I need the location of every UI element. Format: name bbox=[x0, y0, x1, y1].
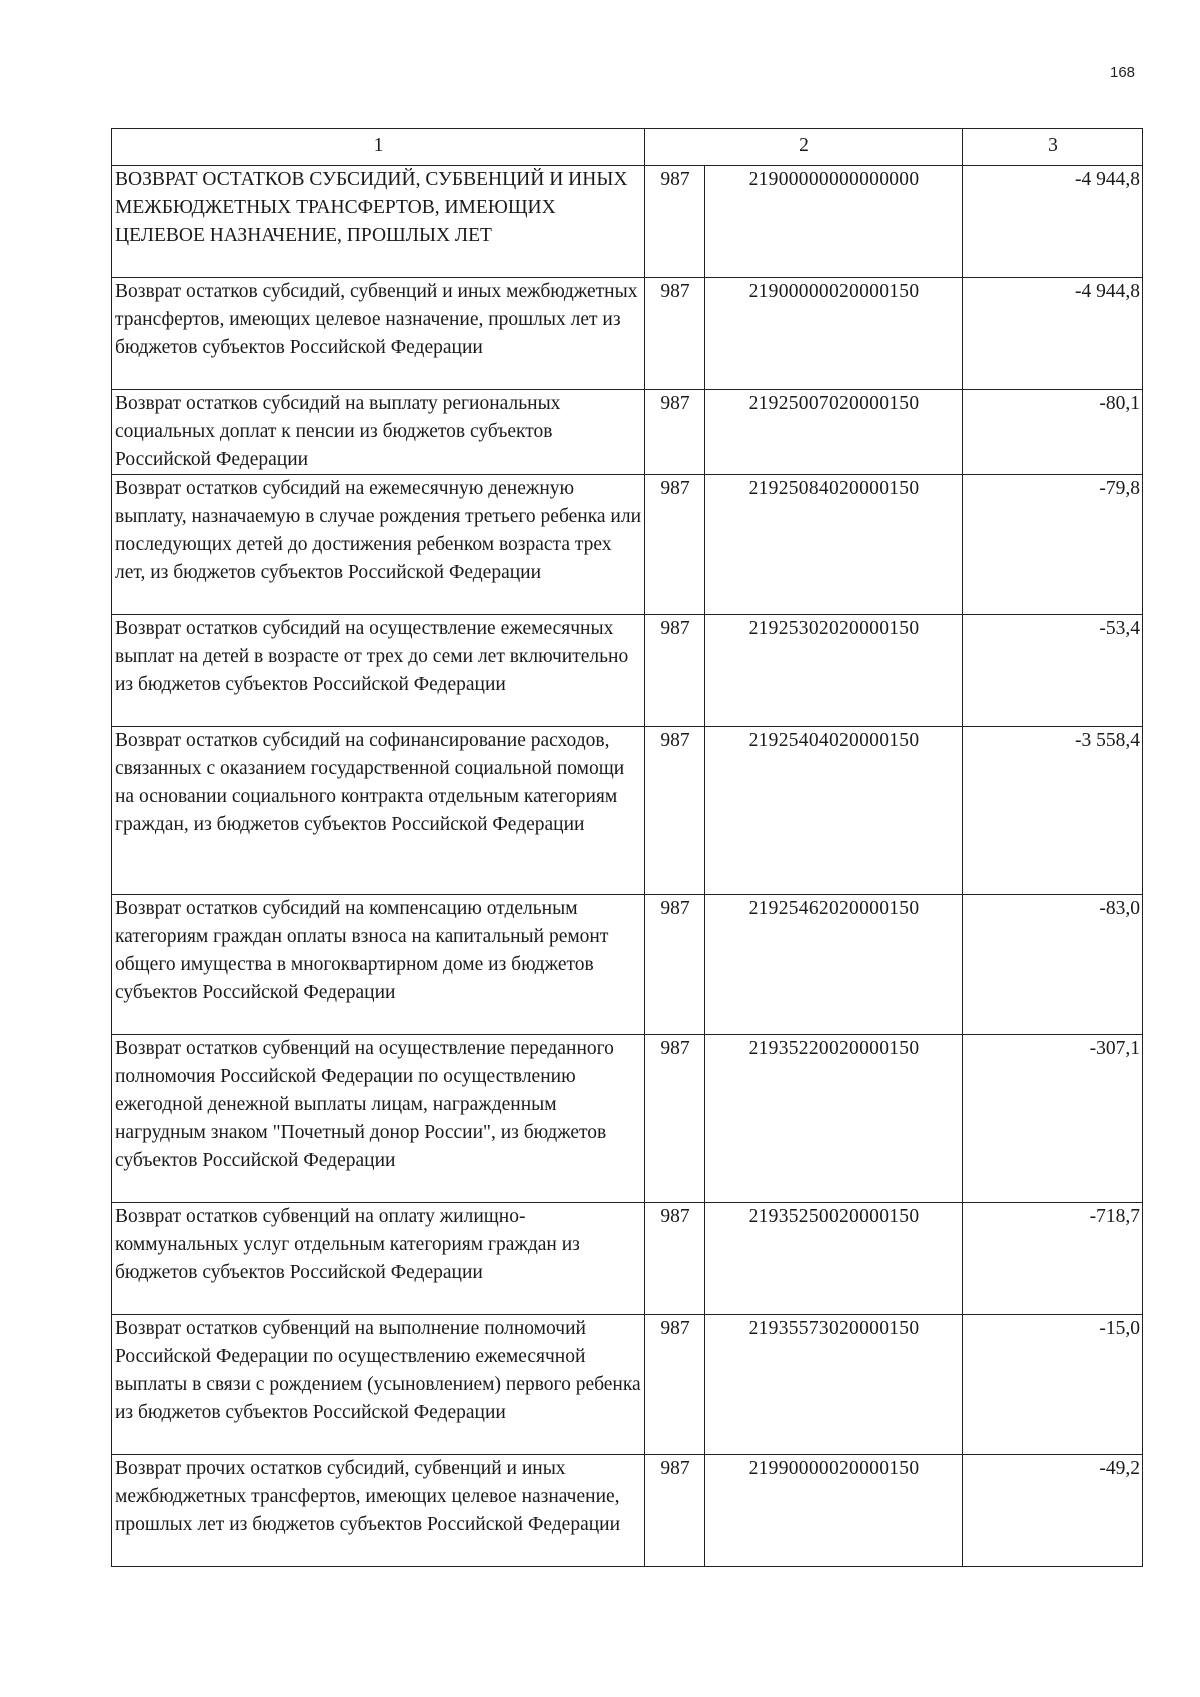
table-header-row bbox=[112, 129, 1143, 166]
row-amount: -79,8 bbox=[963, 475, 1143, 615]
row-description: Возврат остатков субвенций на оплату жилищно-коммунальных услуг отдельным категориям граждан из бюджетов субъектов Российской Федерации bbox=[112, 1203, 645, 1315]
row-description: Возврат остатков субсидий на выплату региональных социальных доплат к пенсии из бюджетов субъектов Российской Федерации bbox=[112, 390, 645, 475]
row-budget-code: 21925084020000150 bbox=[705, 475, 963, 615]
table-row bbox=[112, 1315, 1143, 1455]
header-col-2: 2 bbox=[645, 129, 963, 166]
row-amount: -4 944,8 bbox=[963, 166, 1143, 278]
row-amount: -3 558,4 bbox=[963, 727, 1143, 895]
row-admin-code: 987 bbox=[645, 895, 705, 1035]
row-budget-code: 21925404020000150 bbox=[705, 727, 963, 895]
row-description: Возврат остатков субсидий на осуществление ежемесячных выплат на детей в возрасте от трех до семи лет включительно из бюджетов субъектов Российской Федерации bbox=[112, 615, 645, 727]
table-row bbox=[112, 1203, 1143, 1315]
row-description: Возврат остатков субсидий на софинансирование расходов, связанных с оказанием государственной социальной помощи на основании социального контракта отдельным категориям граждан, из бюджетов субъектов Российской Федерации bbox=[112, 727, 645, 895]
row-admin-code: 987 bbox=[645, 166, 705, 278]
row-budget-code: 21935220020000150 bbox=[705, 1035, 963, 1203]
table-row bbox=[112, 166, 1143, 278]
row-budget-code: 21925302020000150 bbox=[705, 615, 963, 727]
row-admin-code: 987 bbox=[645, 390, 705, 475]
row-amount: -307,1 bbox=[963, 1035, 1143, 1203]
row-budget-code: 21900000000000000 bbox=[705, 166, 963, 278]
table-row bbox=[112, 615, 1143, 727]
row-amount: -15,0 bbox=[963, 1315, 1143, 1455]
table-row bbox=[112, 475, 1143, 615]
row-description: Возврат остатков субвенций на осуществление переданного полномочия Российской Федерации по осуществлению ежегодной денежной выплаты лицам, награжденным нагрудным знаком "Почетный донор России", из бюджетов субъектов Российской Федерации bbox=[112, 1035, 645, 1203]
table-row bbox=[112, 727, 1143, 895]
table-row bbox=[112, 895, 1143, 1035]
row-description: Возврат остатков субвенций на выполнение полномочий Российской Федерации по осуществлению ежемесячной выплаты в связи с рождением (усыновлением) первого ребенка из бюджетов субъектов Российской Федерации bbox=[112, 1315, 645, 1455]
header-col-1: 1 bbox=[112, 129, 645, 166]
row-budget-code: 21935250020000150 bbox=[705, 1203, 963, 1315]
row-amount: -53,4 bbox=[963, 615, 1143, 727]
table-row bbox=[112, 390, 1143, 475]
header-col-3: 3 bbox=[963, 129, 1143, 166]
row-description: Возврат прочих остатков субсидий, субвенций и иных межбюджетных трансфертов, имеющих целевое назначение, прошлых лет из бюджетов субъектов Российской Федерации bbox=[112, 1455, 645, 1567]
row-admin-code: 987 bbox=[645, 475, 705, 615]
row-budget-code: 21990000020000150 bbox=[705, 1455, 963, 1567]
row-description: ВОЗВРАТ ОСТАТКОВ СУБСИДИЙ, СУБВЕНЦИЙ И ИНЫХ МЕЖБЮДЖЕТНЫХ ТРАНСФЕРТОВ, ИМЕЮЩИХ ЦЕЛЕВОЕ НАЗНАЧЕНИЕ, ПРОШЛЫХ ЛЕТ bbox=[112, 166, 645, 278]
row-amount: -49,2 bbox=[963, 1455, 1143, 1567]
row-admin-code: 987 bbox=[645, 727, 705, 895]
row-admin-code: 987 bbox=[645, 1203, 705, 1315]
row-amount: -80,1 bbox=[963, 390, 1143, 475]
row-amount: -83,0 bbox=[963, 895, 1143, 1035]
row-admin-code: 987 bbox=[645, 1035, 705, 1203]
table-row bbox=[112, 1035, 1143, 1203]
row-admin-code: 987 bbox=[645, 1455, 705, 1567]
page-number: 168 bbox=[1110, 64, 1136, 81]
row-budget-code: 21925007020000150 bbox=[705, 390, 963, 475]
table-row bbox=[112, 1455, 1143, 1567]
row-admin-code: 987 bbox=[645, 1315, 705, 1455]
row-budget-code: 21935573020000150 bbox=[705, 1315, 963, 1455]
row-budget-code: 21925462020000150 bbox=[705, 895, 963, 1035]
row-admin-code: 987 bbox=[645, 278, 705, 390]
budget-table bbox=[111, 128, 1143, 1567]
row-description: Возврат остатков субсидий на ежемесячную денежную выплату, назначаемую в случае рождения третьего ребенка или последующих детей до достижения ребенком возраста трех лет, из бюджетов субъектов Российской Федерации bbox=[112, 475, 645, 615]
row-amount: -4 944,8 bbox=[963, 278, 1143, 390]
row-budget-code: 21900000020000150 bbox=[705, 278, 963, 390]
row-admin-code: 987 bbox=[645, 615, 705, 727]
table-row bbox=[112, 278, 1143, 390]
row-description: Возврат остатков субсидий, субвенций и иных межбюджетных трансфертов, имеющих целевое назначение, прошлых лет из бюджетов субъектов Российской Федерации bbox=[112, 278, 645, 390]
row-description: Возврат остатков субсидий на компенсацию отдельным категориям граждан оплаты взноса на капитальный ремонт общего имущества в многоквартирном доме из бюджетов субъектов Российской Федерации bbox=[112, 895, 645, 1035]
row-amount: -718,7 bbox=[963, 1203, 1143, 1315]
